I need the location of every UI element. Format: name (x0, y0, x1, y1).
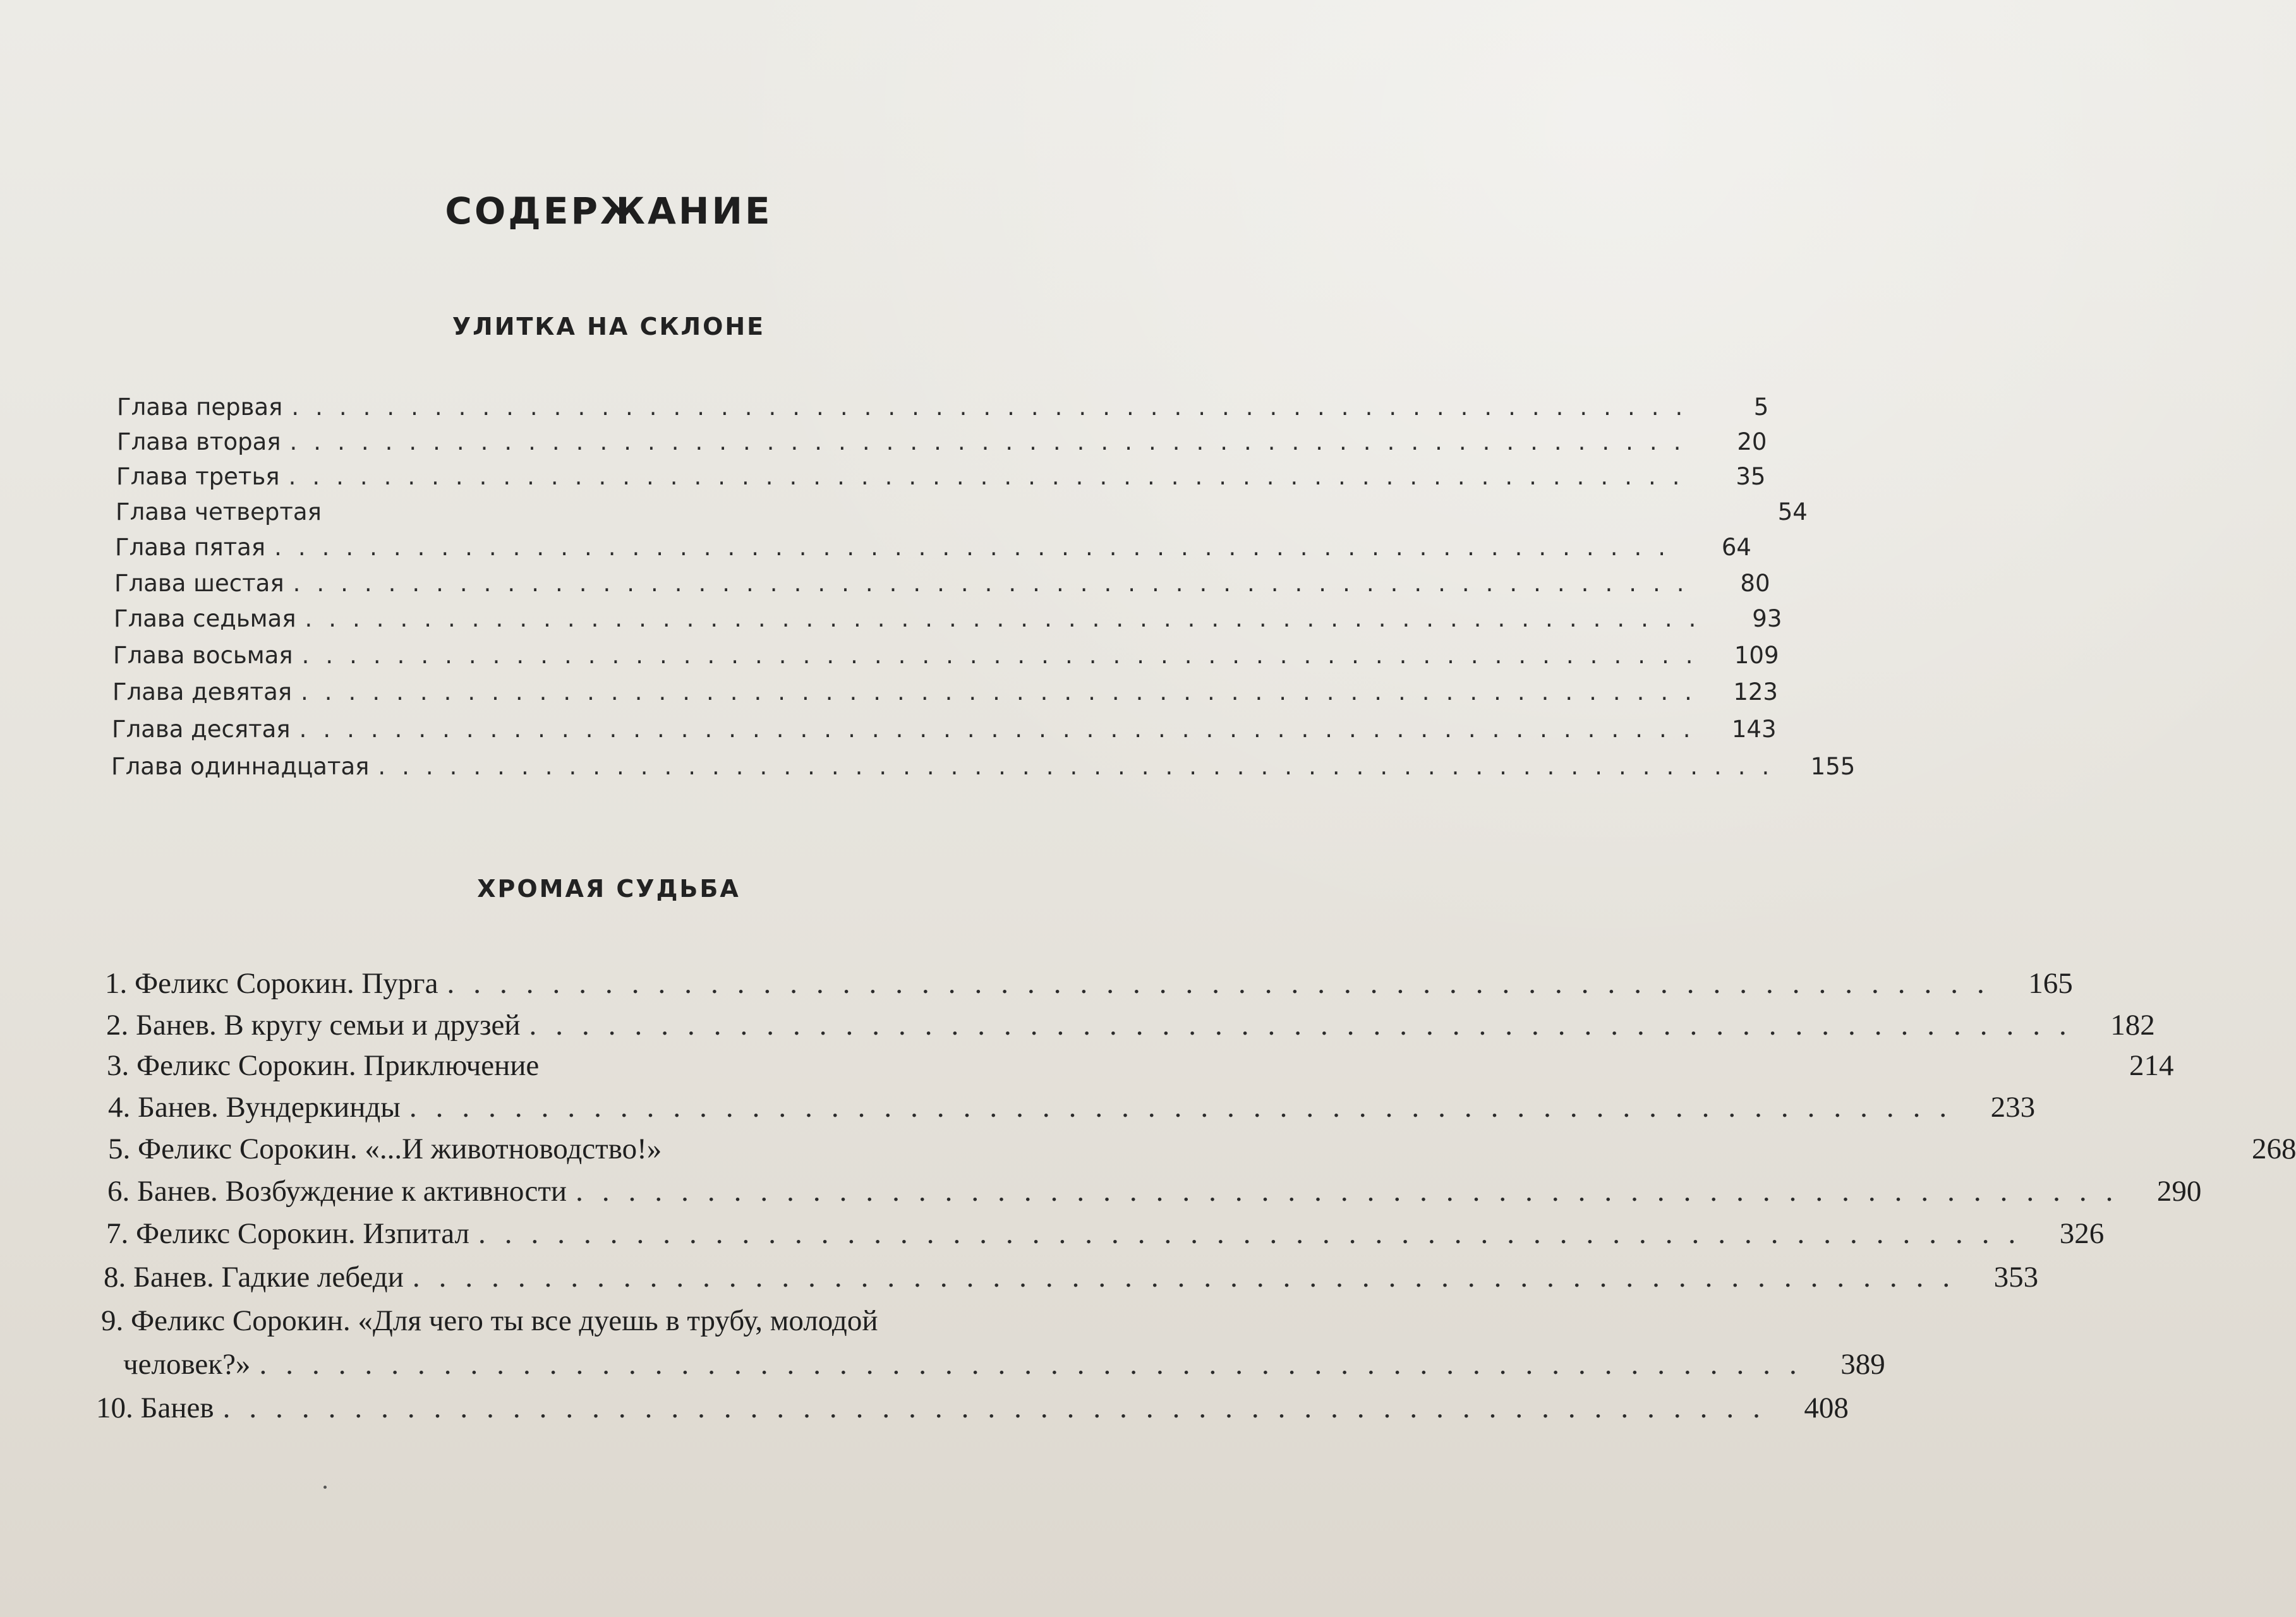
toc-entry-page: 109 (1734, 642, 1779, 669)
leader-dots: ........................................................... (259, 1348, 1816, 1381)
toc-entry-label: Глава четвертая (116, 498, 322, 526)
leader-dots: ........................................................... (289, 428, 1698, 455)
toc-entry-label: 9. Феликс Сорокин. «Для чего ты все дуешь в трубу, молодой (101, 1304, 878, 1337)
toc-entry-continued (123, 1347, 1885, 1381)
leader-dots: ........................................................... (288, 463, 1696, 490)
leader-dots: ........................................................... (576, 1175, 2132, 1208)
toc-entry-page: 268 (2251, 1133, 2296, 1165)
toc-entry-page: 155 (1810, 753, 1856, 780)
toc-entry-page: 233 (1990, 1091, 2036, 1124)
toc-entry (113, 642, 1779, 669)
toc-entry (107, 1049, 2174, 1083)
toc-entry-label: 10. Банев (96, 1392, 214, 1424)
leader-dots: ........................................................... (447, 967, 2003, 1000)
toc-entry (104, 1260, 2039, 1294)
toc-entry (116, 498, 1808, 526)
leader-dots: ........................................................... (222, 1392, 1779, 1424)
toc-entry-label: 3. Феликс Сорокин. Приключение (107, 1049, 540, 1082)
toc-entry-label: Глава седьмая (114, 605, 296, 632)
toc-entry-label: 8. Банев. Гадкие лебеди (104, 1261, 404, 1294)
toc-entry (112, 678, 1778, 706)
toc-entry-label: Глава вторая (117, 428, 281, 455)
section-heading-khromaya: ХРОМАЯ СУДЬБА (477, 875, 740, 903)
toc-entry (114, 570, 1770, 597)
toc-entry-page: 290 (2156, 1175, 2202, 1208)
toc-entry (114, 605, 1782, 632)
toc-entry-page: 54 (1777, 498, 1808, 526)
toc-entry-label: Глава десятая (112, 716, 291, 743)
toc-entry-page: 123 (1733, 678, 1778, 706)
toc-entry-label: Глава первая (117, 394, 283, 421)
toc-entry-label: Глава одиннадцатая (111, 753, 370, 780)
toc-entry (106, 1008, 2155, 1042)
toc-entry (115, 534, 1751, 561)
leader-dots: ........................................................... (301, 642, 1710, 669)
toc-entry-page: 408 (1804, 1392, 1849, 1424)
paper-speck (323, 1486, 327, 1489)
leader-dots: ........................................................... (305, 605, 1713, 632)
toc-entry-label: Глава шестая (114, 570, 284, 597)
toc-entry-label: 1. Феликс Сорокин. Пурга (105, 967, 438, 1000)
toc-entry (116, 463, 1766, 490)
toc-entry-page: 35 (1736, 463, 1766, 490)
toc-entry-page: 93 (1752, 605, 1782, 632)
leader-dots: ........................................................... (301, 678, 1708, 706)
toc-entry (96, 1391, 1849, 1425)
leader-dots: ........................................................... (529, 1009, 2086, 1042)
toc-entry-label: 2. Банев. В кругу семьи и друзей (106, 1009, 521, 1042)
toc-entry (101, 1304, 1036, 1338)
toc-entry-label: 4. Банев. Вундеркинды (108, 1091, 401, 1124)
toc-entry-label: 7. Феликс Сорокин. Изпитал (106, 1217, 470, 1250)
toc-entry-label: 6. Банев. Возбуждение к активности (107, 1175, 567, 1208)
leader-dots: ........................................................... (299, 716, 1707, 743)
toc-entry-page: 389 (1840, 1348, 1885, 1381)
toc-entry-page: 165 (2028, 967, 2073, 1000)
toc-entry-page: 326 (2059, 1217, 2105, 1250)
leader-dots: ........................................................... (291, 394, 1700, 421)
toc-entry-page: 143 (1731, 716, 1777, 743)
toc-entry-page: 20 (1737, 428, 1767, 455)
toc-entry (108, 1132, 2296, 1166)
leader-dots: ........................................................... (409, 1091, 1966, 1124)
toc-entry-page: 5 (1753, 394, 1769, 421)
page-title: СОДЕРЖАНИЕ (445, 189, 773, 232)
leader-dots: ........................................................... (293, 570, 1701, 597)
toc-entry-page: 214 (2129, 1049, 2174, 1082)
toc-entry-page: 353 (1993, 1261, 2039, 1294)
toc-entry (107, 1174, 2202, 1208)
toc-entry-page: 80 (1740, 570, 1770, 597)
leader-dots: ........................................................... (274, 534, 1682, 561)
toc-entry (112, 716, 1777, 743)
toc-entry (106, 1217, 2105, 1251)
toc-entry (108, 1090, 2036, 1124)
toc-entry-label: Глава третья (116, 463, 280, 490)
toc-entry-label-continued: человек?» (123, 1348, 251, 1381)
toc-entry-label: Глава пятая (115, 534, 266, 561)
toc-entry (111, 753, 1856, 780)
leader-dots: ........................................................... (378, 753, 1786, 780)
toc-entry (105, 966, 2073, 1001)
section-heading-ulitka: УЛИТКА НА СКЛОНЕ (452, 313, 766, 340)
toc-entry-label: Глава восьмая (113, 642, 293, 669)
toc-entry-page: 64 (1721, 534, 1751, 561)
leader-dots: ........................................................... (412, 1261, 1969, 1294)
toc-entry (117, 428, 1767, 455)
toc-entry-label: Глава девятая (112, 678, 293, 706)
toc-entry-label: 5. Феликс Сорокин. «...И животноводство!» (108, 1133, 662, 1165)
leader-dots: ........................................................... (478, 1217, 2035, 1250)
toc-entry-page: 182 (2110, 1009, 2155, 1042)
toc-entry (117, 394, 1769, 421)
